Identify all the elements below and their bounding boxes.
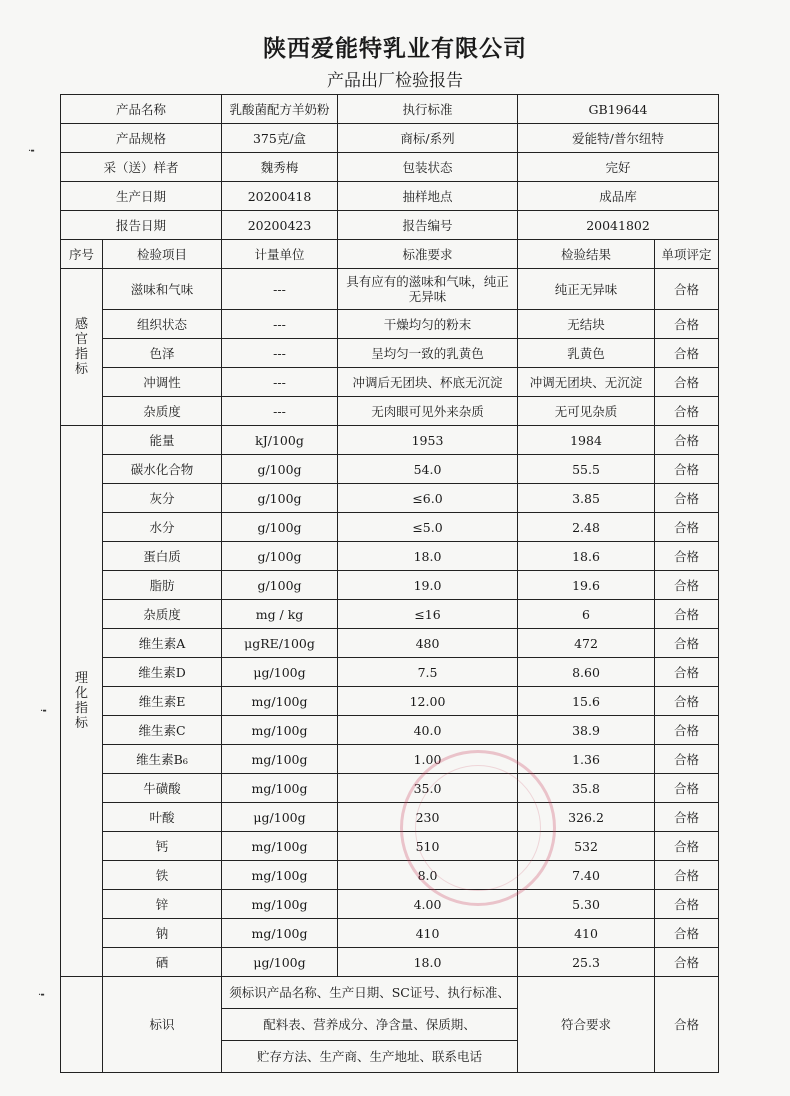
verdict: 合格 — [655, 310, 719, 339]
report-subtitle: 产品出厂检验报告 — [327, 71, 463, 91]
requirement: 35.0 — [338, 774, 518, 803]
sampler-value: 魏秀梅 — [222, 153, 338, 182]
sensory-row — [61, 310, 719, 339]
result: 1.36 — [518, 745, 655, 774]
unit: --- — [222, 397, 338, 426]
result: 55.5 — [518, 455, 655, 484]
unit: --- — [222, 269, 338, 310]
requirement: 54.0 — [338, 455, 518, 484]
physchem-row — [61, 745, 719, 774]
item-name: 维生素E — [103, 687, 222, 716]
physchem-row — [61, 890, 719, 919]
item-name: 叶酸 — [103, 803, 222, 832]
requirement: ≤6.0 — [338, 484, 518, 513]
report-date-label: 报告日期 — [61, 211, 222, 240]
requirement: 4.00 — [338, 890, 518, 919]
verdict: 合格 — [655, 948, 719, 977]
result: 无结块 — [518, 310, 655, 339]
sensory-group-label-text: 感官指标 — [75, 317, 89, 377]
sensory-row — [61, 368, 719, 397]
result: 1984 — [518, 426, 655, 455]
sampler-label: 采（送）样者 — [61, 153, 222, 182]
col-item-header: 检验项目 — [103, 240, 222, 269]
sample-place-value: 成品库 — [518, 182, 719, 211]
standard-label: 执行标准 — [338, 95, 518, 124]
labeling-row — [61, 977, 719, 1009]
requirement: 12.00 — [338, 687, 518, 716]
item-name: 杂质度 — [103, 397, 222, 426]
unit: --- — [222, 339, 338, 368]
labeling-requirement-line: 须标识产品名称、生产日期、SC证号、执行标准、 — [222, 977, 518, 1009]
labeling-result: 符合要求 — [518, 977, 655, 1073]
item-name: 脂肪 — [103, 571, 222, 600]
spec-value: 375克/盒 — [222, 124, 338, 153]
unit: kJ/100g — [222, 426, 338, 455]
physchem-row — [61, 513, 719, 542]
verdict: 合格 — [655, 269, 719, 310]
scan-artifact: ·╸ — [38, 990, 48, 1001]
item-name: 钙 — [103, 832, 222, 861]
physchem-row — [61, 426, 719, 455]
physchem-row — [61, 571, 719, 600]
result: 326.2 — [518, 803, 655, 832]
scan-artifact: ·╸ — [28, 146, 38, 157]
col-unit-header: 计量单位 — [222, 240, 338, 269]
scan-artifact: ·╸ — [40, 706, 50, 717]
unit: g/100g — [222, 455, 338, 484]
physchem-row — [61, 629, 719, 658]
verdict: 合格 — [655, 368, 719, 397]
verdict: 合格 — [655, 397, 719, 426]
physchem-group-label — [61, 426, 103, 977]
unit: g/100g — [222, 513, 338, 542]
prod-date-label: 生产日期 — [61, 182, 222, 211]
physchem-row — [61, 832, 719, 861]
item-name: 钠 — [103, 919, 222, 948]
result: 532 — [518, 832, 655, 861]
verdict: 合格 — [655, 803, 719, 832]
result: 3.85 — [518, 484, 655, 513]
brand-value: 爱能特/普尔纽特 — [518, 124, 719, 153]
requirement: 8.0 — [338, 861, 518, 890]
info-row — [61, 153, 719, 182]
sensory-row — [61, 339, 719, 368]
item-name: 碳水化合物 — [103, 455, 222, 484]
result: 2.48 — [518, 513, 655, 542]
unit: mg/100g — [222, 861, 338, 890]
item-name: 锌 — [103, 890, 222, 919]
result: 无可见杂质 — [518, 397, 655, 426]
item-name: 硒 — [103, 948, 222, 977]
result: 410 — [518, 919, 655, 948]
product-name-value: 乳酸菌配方羊奶粉 — [222, 95, 338, 124]
physchem-row — [61, 948, 719, 977]
item-name: 维生素A — [103, 629, 222, 658]
unit: --- — [222, 310, 338, 339]
physchem-row — [61, 861, 719, 890]
requirement: 无肉眼可见外来杂质 — [338, 397, 518, 426]
unit: mg/100g — [222, 716, 338, 745]
col-verdict-header: 单项评定 — [655, 240, 719, 269]
result: 冲调无团块、无沉淀 — [518, 368, 655, 397]
unit: mg/100g — [222, 832, 338, 861]
verdict: 合格 — [655, 542, 719, 571]
unit: μg/100g — [222, 658, 338, 687]
verdict: 合格 — [655, 716, 719, 745]
verdict: 合格 — [655, 629, 719, 658]
result: 35.8 — [518, 774, 655, 803]
physchem-row — [61, 484, 719, 513]
verdict: 合格 — [655, 832, 719, 861]
info-row — [61, 211, 719, 240]
requirement: 干燥均匀的粉末 — [338, 310, 518, 339]
requirement: 19.0 — [338, 571, 518, 600]
physchem-row — [61, 542, 719, 571]
physchem-row — [61, 658, 719, 687]
labeling-requirement-line: 配料表、营养成分、净含量、保质期、 — [222, 1009, 518, 1041]
sample-place-label: 抽样地点 — [338, 182, 518, 211]
unit: g/100g — [222, 571, 338, 600]
unit: mg/100g — [222, 745, 338, 774]
physchem-row — [61, 716, 719, 745]
unit: μg/100g — [222, 948, 338, 977]
inspection-table-body — [61, 95, 719, 1073]
verdict: 合格 — [655, 339, 719, 368]
item-name: 冲调性 — [103, 368, 222, 397]
col-requirement-header: 标准要求 — [338, 240, 518, 269]
package-value: 完好 — [518, 153, 719, 182]
result: 7.40 — [518, 861, 655, 890]
prod-date-value: 20200418 — [222, 182, 338, 211]
col-result-header: 检验结果 — [518, 240, 655, 269]
physchem-row — [61, 687, 719, 716]
requirement: 7.5 — [338, 658, 518, 687]
item-name: 能量 — [103, 426, 222, 455]
result: 25.3 — [518, 948, 655, 977]
item-name: 维生素C — [103, 716, 222, 745]
spec-label: 产品规格 — [61, 124, 222, 153]
item-name: 组织状态 — [103, 310, 222, 339]
info-row — [61, 124, 719, 153]
item-name: 铁 — [103, 861, 222, 890]
inspection-table — [60, 94, 719, 1073]
unit: μgRE/100g — [222, 629, 338, 658]
unit: g/100g — [222, 542, 338, 571]
verdict: 合格 — [655, 426, 719, 455]
labeling-verdict: 合格 — [655, 977, 719, 1073]
physchem-row — [61, 919, 719, 948]
unit: mg/100g — [222, 890, 338, 919]
item-name: 灰分 — [103, 484, 222, 513]
standard-value: GB19644 — [518, 95, 719, 124]
requirement: 410 — [338, 919, 518, 948]
item-name: 滋味和气味 — [103, 269, 222, 310]
sensory-row — [61, 269, 719, 310]
column-header-row — [61, 240, 719, 269]
requirement: 18.0 — [338, 542, 518, 571]
requirement: 冲调后无团块、杯底无沉淀 — [338, 368, 518, 397]
requirement: ≤5.0 — [338, 513, 518, 542]
verdict: 合格 — [655, 861, 719, 890]
result: 15.6 — [518, 687, 655, 716]
result: 纯正无异味 — [518, 269, 655, 310]
item-name: 杂质度 — [103, 600, 222, 629]
info-row — [61, 182, 719, 211]
requirement: 呈均匀一致的乳黄色 — [338, 339, 518, 368]
requirement: 40.0 — [338, 716, 518, 745]
report-no-value: 20041802 — [518, 211, 719, 240]
verdict: 合格 — [655, 774, 719, 803]
physchem-row — [61, 774, 719, 803]
unit: μg/100g — [222, 803, 338, 832]
requirement: 具有应有的滋味和气味，纯正无异味 — [338, 269, 518, 310]
item-name: 水分 — [103, 513, 222, 542]
col-seq-header: 序号 — [61, 240, 103, 269]
physchem-row — [61, 803, 719, 832]
result: 8.60 — [518, 658, 655, 687]
result: 18.6 — [518, 542, 655, 571]
brand-label: 商标/系列 — [338, 124, 518, 153]
unit: --- — [222, 368, 338, 397]
item-name: 色泽 — [103, 339, 222, 368]
physchem-row — [61, 600, 719, 629]
result: 19.6 — [518, 571, 655, 600]
company-title: 陕西爱能特乳业有限公司 — [263, 36, 527, 62]
unit: mg/100g — [222, 919, 338, 948]
requirement: ≤16 — [338, 600, 518, 629]
verdict: 合格 — [655, 687, 719, 716]
physchem-row — [61, 455, 719, 484]
item-name: 牛磺酸 — [103, 774, 222, 803]
requirement: 480 — [338, 629, 518, 658]
sensory-row — [61, 397, 719, 426]
verdict: 合格 — [655, 919, 719, 948]
requirement: 510 — [338, 832, 518, 861]
verdict: 合格 — [655, 658, 719, 687]
unit: mg/100g — [222, 687, 338, 716]
result: 472 — [518, 629, 655, 658]
item-name: 维生素D — [103, 658, 222, 687]
result: 乳黄色 — [518, 339, 655, 368]
labeling-requirement-line: 贮存方法、生产商、生产地址、联系电话 — [222, 1041, 518, 1073]
result: 38.9 — [518, 716, 655, 745]
verdict: 合格 — [655, 600, 719, 629]
requirement: 230 — [338, 803, 518, 832]
requirement: 18.0 — [338, 948, 518, 977]
verdict: 合格 — [655, 484, 719, 513]
requirement: 1.00 — [338, 745, 518, 774]
report-date-value: 20200423 — [222, 211, 338, 240]
labeling-seq — [61, 977, 103, 1073]
verdict: 合格 — [655, 571, 719, 600]
report-no-label: 报告编号 — [338, 211, 518, 240]
item-name: 蛋白质 — [103, 542, 222, 571]
item-name: 维生素B₆ — [103, 745, 222, 774]
physchem-group-label-text: 理化指标 — [75, 671, 89, 731]
result: 6 — [518, 600, 655, 629]
verdict: 合格 — [655, 455, 719, 484]
result: 5.30 — [518, 890, 655, 919]
unit: mg/100g — [222, 774, 338, 803]
verdict: 合格 — [655, 745, 719, 774]
unit: mg / kg — [222, 600, 338, 629]
info-row — [61, 95, 719, 124]
verdict: 合格 — [655, 513, 719, 542]
requirement: 1953 — [338, 426, 518, 455]
package-label: 包装状态 — [338, 153, 518, 182]
unit: g/100g — [222, 484, 338, 513]
product-name-label: 产品名称 — [61, 95, 222, 124]
labeling-item: 标识 — [103, 977, 222, 1073]
sensory-group-label — [61, 269, 103, 426]
verdict: 合格 — [655, 890, 719, 919]
